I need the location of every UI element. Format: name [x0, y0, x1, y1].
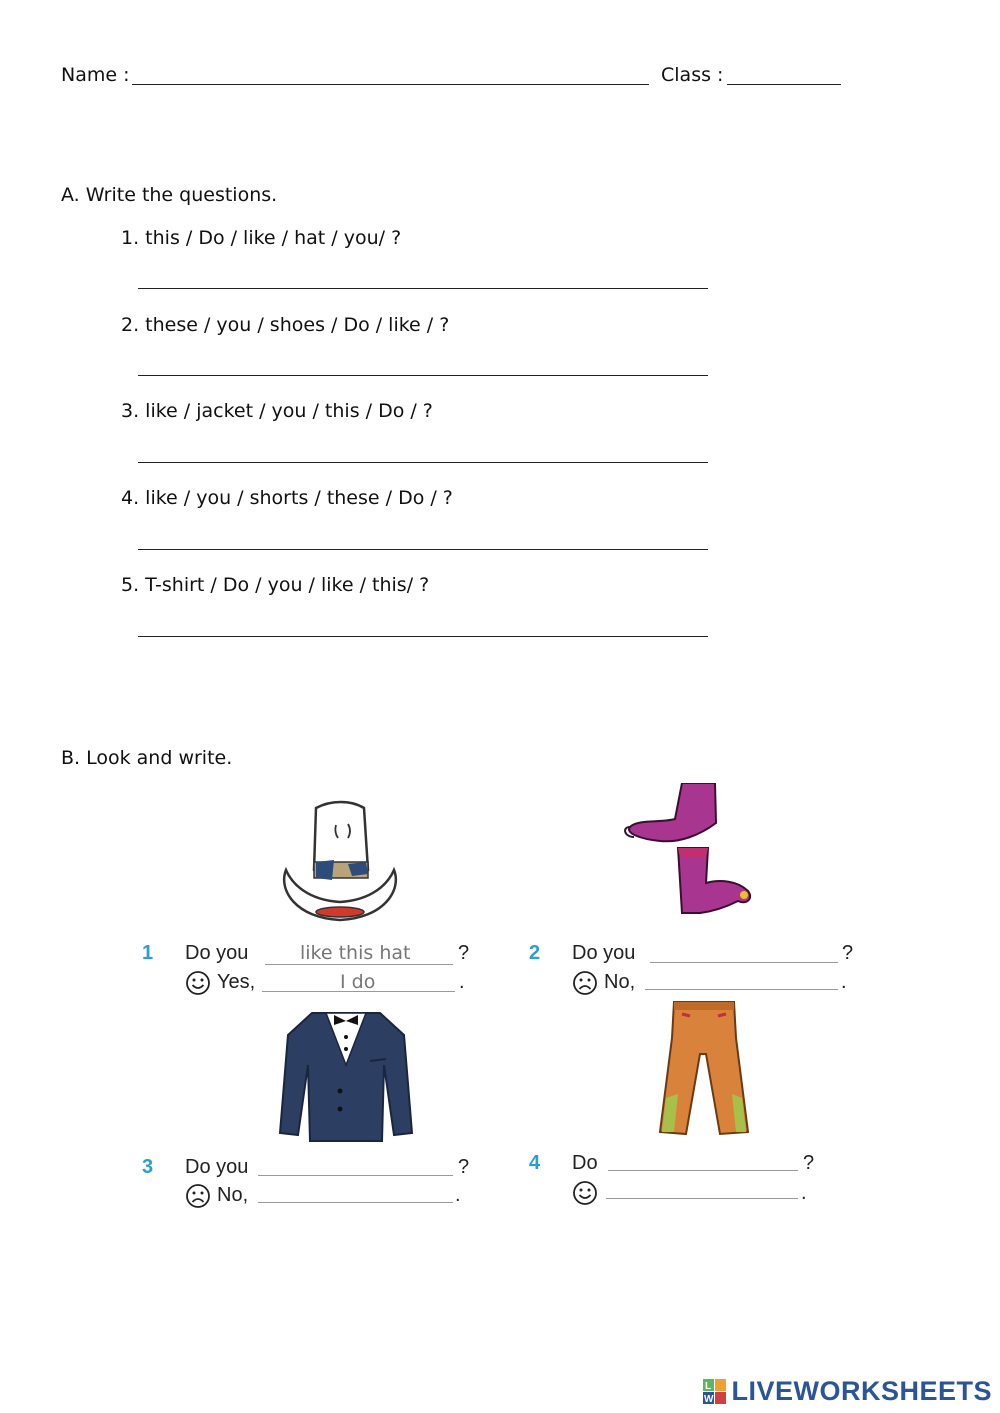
liveworksheets-badge-icon: [702, 1378, 728, 1406]
reply-start-3: No,: [217, 1184, 249, 1206]
name-field[interactable]: [132, 60, 649, 86]
question-start-1: Do you: [185, 942, 249, 964]
question-end-2: ?: [842, 942, 854, 964]
question-field-3[interactable]: [258, 1151, 453, 1177]
section-a-title: A. Write the questions.: [61, 184, 278, 206]
happy-face-icon: [185, 970, 211, 996]
sad-face-icon: [185, 1183, 211, 1209]
item-number-2: 2: [529, 942, 541, 964]
reply-field-3[interactable]: [258, 1178, 453, 1204]
jacket-illustration: [272, 1005, 420, 1145]
question-start-3: Do you: [185, 1156, 249, 1178]
cowboy-hat-illustration: [276, 800, 404, 930]
sad-face-icon: [572, 970, 598, 996]
trousers-illustration: [656, 998, 752, 1138]
class-field[interactable]: [727, 60, 841, 86]
answer-line-1: [138, 288, 708, 289]
answer-line-2: [138, 375, 708, 376]
badge-letter-l: L: [705, 1380, 712, 1392]
reply-field-2[interactable]: [645, 965, 838, 991]
question-prompt-5: 5. T-shirt / Do / you / like / this/ ?: [121, 574, 430, 596]
item-number-1: 1: [142, 942, 154, 964]
question-prompt-4: 4. like / you / shorts / these / Do / ?: [121, 487, 453, 509]
example-reply-answer: I do: [340, 971, 376, 993]
liveworksheets-logo: [702, 1376, 992, 1407]
reply-field-4[interactable]: [606, 1174, 798, 1200]
name-label: Name :: [61, 64, 130, 86]
question-prompt-2: 2. these / you / shoes / Do / like / ?: [121, 314, 450, 336]
class-label: Class :: [661, 64, 724, 86]
item-number-3: 3: [142, 1156, 154, 1178]
section-b-title: B. Look and write.: [61, 747, 233, 769]
answer-line-5: [138, 636, 708, 637]
badge-letter-w: W: [704, 1393, 714, 1405]
question-field-2[interactable]: [650, 938, 838, 964]
happy-face-icon: [572, 1180, 598, 1206]
question-prompt-1: 1. this / Do / like / hat / you/ ?: [121, 227, 402, 249]
reply-start-1: Yes,: [217, 971, 256, 993]
item-number-4: 4: [529, 1152, 541, 1174]
reply-line-1: [262, 991, 455, 992]
boots-illustration: [620, 783, 760, 928]
answer-field-3[interactable]: [138, 436, 708, 462]
answer-line-4: [138, 549, 708, 550]
answer-field-2[interactable]: [138, 349, 708, 375]
question-field-4[interactable]: [608, 1146, 798, 1172]
reply-end-3: .: [455, 1184, 461, 1206]
question-end-4: ?: [803, 1152, 815, 1174]
question-end-1: ?: [458, 942, 470, 964]
example-question-answer: like this hat: [300, 942, 411, 964]
reply-end-2: .: [841, 971, 847, 993]
reply-end-1: .: [459, 971, 465, 993]
question-start-2: Do you: [572, 942, 636, 964]
answer-field-4[interactable]: [138, 523, 708, 549]
question-prompt-3: 3. like / jacket / you / this / Do / ?: [121, 400, 433, 422]
answer-field-1[interactable]: [138, 262, 708, 288]
answer-line-3: [138, 462, 708, 463]
question-line-1: [265, 964, 453, 965]
question-start-4: Do: [572, 1152, 598, 1174]
logo-text: LIVEWORKSHEETS: [731, 1376, 992, 1406]
reply-start-2: No,: [604, 971, 636, 993]
reply-end-4: .: [801, 1182, 807, 1204]
answer-field-5[interactable]: [138, 610, 708, 636]
question-end-3: ?: [458, 1156, 470, 1178]
